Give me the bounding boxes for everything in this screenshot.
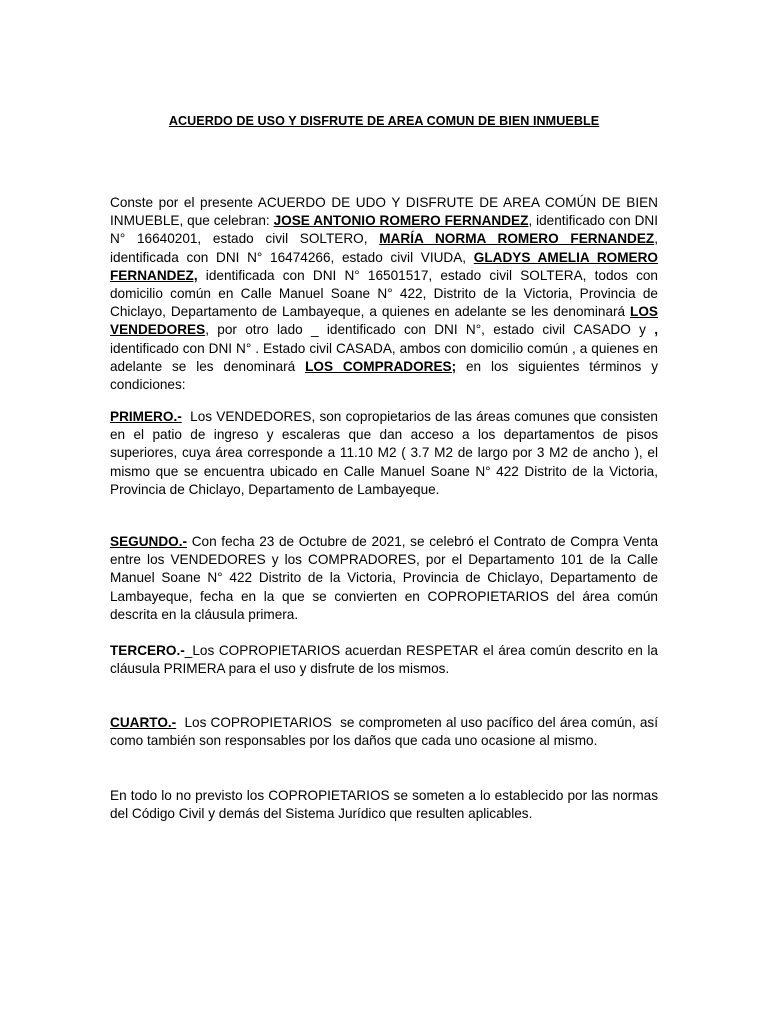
intro-text: , identificada con DNI N° 16474266, estado civil VIUDA, xyxy=(110,231,659,265)
clause-tercero xyxy=(110,642,658,678)
clause-heading: CUARTO.- xyxy=(110,715,177,730)
intro-text: en los siguientes términos y condiciones: xyxy=(110,358,658,393)
document-title: ACUERDO DE USO Y DISFRUTE DE AREA COMUN DE BIEN INMUEBLE xyxy=(168,114,600,128)
intro-text: Conste por el presente ACUERDO DE UDO Y DISFRUTE DE AREA COMÚN DE BIEN INMUEBLE, que celebran: xyxy=(110,195,658,229)
intro-paragraph xyxy=(110,194,658,394)
clause-heading: PRIMERO.- xyxy=(110,409,182,424)
closing-paragraph: En todo lo no previsto los COPROPIETARIOS se someten a lo establecido por las normas del Código Civil y demás del Sistema Jurídico que resulten aplicables. xyxy=(110,788,658,822)
clause-text: Los VENDEDORES, son copropietarios de las áreas comunes que consisten en el patio de ingreso y escaleras que dan acceso a los departamentos de pisos superiores, cuya área corresponde a 11.10 M2 ( 3.7 M2 de largo por 3 M2 de ancho ), el mismo que se encuentra ubicado en Calle Manuel Soane N° 422 Distrito de la Victoria, Provincia de Chiclayo, Departamento de Lambayeque. xyxy=(110,409,662,497)
clause-primero xyxy=(110,408,662,499)
intro-text: , identificado con DNI N° 16640201, estado civil SOLTERO, xyxy=(110,213,658,247)
intro-text: identificado con DNI N° . Estado civil CASADA, ambos con domicilio común , a quienes en adelante se les denominará xyxy=(110,340,658,374)
clause-cuarto xyxy=(110,714,662,750)
clause-heading: SEGUNDO.- xyxy=(110,534,188,549)
sellers-designation: LOS VENDEDORES xyxy=(110,304,658,338)
intro-text: identificada con DNI N° 16501517, estado civil SOLTERA, todos con domicilio común en Calle Manuel Soane N° 422, Distrito de la Victoria, Provincia de Chiclayo, Departamento de Lambayeque, a quienes en adelante se les denominará xyxy=(110,267,658,320)
intro-text: , por otro lado _ identificado con DNI N°, estado civil CASADO y xyxy=(205,322,655,338)
clause-heading: TERCERO.- xyxy=(110,643,185,658)
party-name-1: JOSE ANTONIO ROMERO FERNANDEZ xyxy=(273,213,529,229)
clause-text: Los COPROPIETARIOS se comprometen al uso pacífico del área común, así como también son responsables por los daños que cada uno ocasione al mismo. xyxy=(110,715,662,749)
party-name-3: GLADYS AMELIA ROMERO FERNANDEZ, xyxy=(110,249,658,283)
buyers-designation: LOS COMPRADORES; xyxy=(305,358,457,374)
clause-text: Con fecha 23 de Octubre de 2021, se celebró el Contrato de Compra Venta entre los VENDEDORES y los COMPRADORES, por el Departamento 101 de la Calle Manuel Soane N° 422 Distrito de la Victoria, Provincia de Chiclayo, Departamento de Lambayeque, fecha en la que se convierten en COPROPIETARIOS del área común descrita en la cláusula primera. xyxy=(110,534,658,622)
clause-text: _Los COPROPIETARIOS acuerdan RESPETAR el área común descrito en la cláusula PRIMERA para el uso y disfrute de los mismos. xyxy=(110,643,658,677)
clause-segundo xyxy=(110,533,658,624)
party-name-2: MARÍA NORMA ROMERO FERNANDEZ xyxy=(379,231,655,247)
blank-name: , xyxy=(654,322,658,338)
